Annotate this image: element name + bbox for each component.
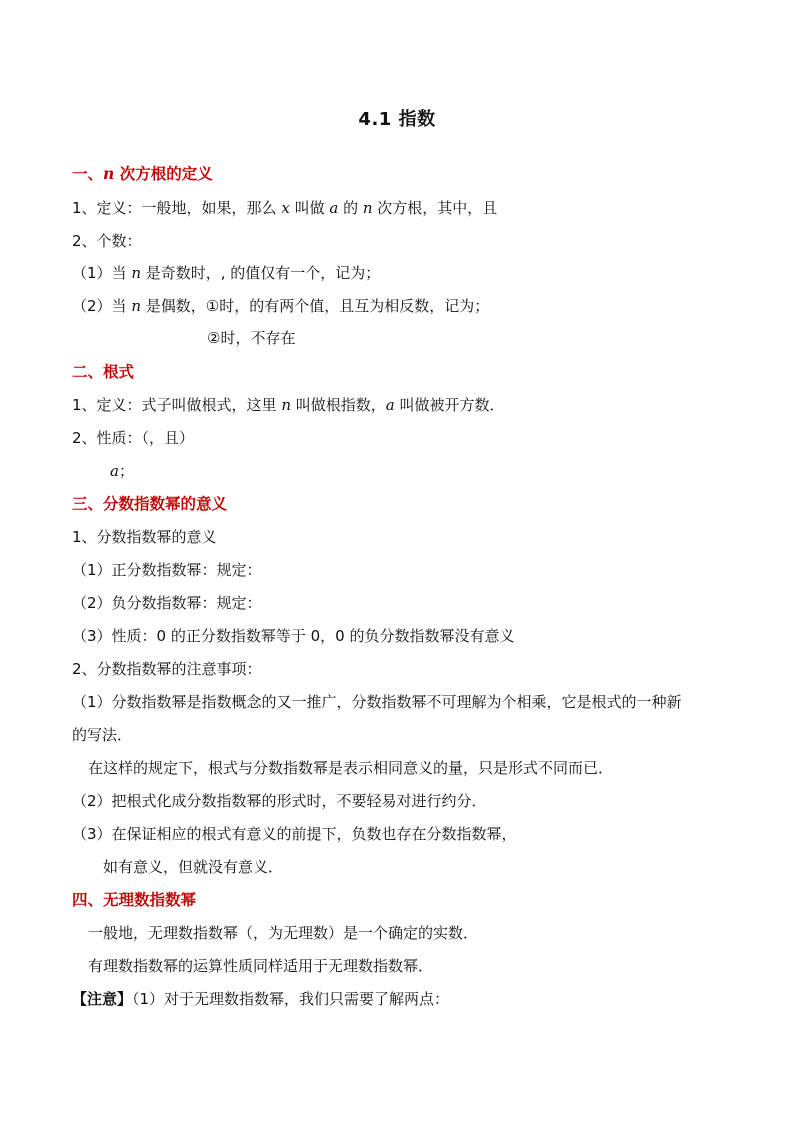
- heading-variable: n: [103, 164, 115, 183]
- heading-suffix: 次方根的定义: [114, 165, 213, 183]
- radical-property-result: a；: [110, 462, 134, 480]
- definition-line: 1、定义：一般地，如果，那么 x 叫做 a 的 n 次方根，其中，且: [72, 199, 498, 217]
- note-3-line: （3）在保证相应的根式有意义的前提下，负数也存在分数指数幂，: [72, 825, 517, 843]
- heading-prefix: 一、: [72, 165, 104, 183]
- fractional-property-line: （3）性质：0 的正分数指数幂等于 0，0 的负分数指数幂没有意义: [72, 627, 515, 645]
- radical-property-line: 2、性质：（，且）: [72, 429, 195, 447]
- notes-title-line: 2、分数指数幂的注意事项：: [72, 660, 262, 678]
- section-heading-3: 三、分数指数幂的意义: [72, 495, 228, 513]
- count-line: 2、个数：: [72, 232, 142, 250]
- note-3-example: 如有意义，但就没有意义．: [103, 858, 284, 876]
- note-1-line: （1）分数指数幂是指数概念的又一推广，分数指数幂不可理解为个相乘，它是根式的一种新: [72, 693, 682, 711]
- irrational-definition-line: 一般地，无理数指数幂（，为无理数）是一个确定的实数．: [88, 924, 479, 942]
- positive-fractional-line: （1）正分数指数幂：规定：: [72, 561, 262, 579]
- section-heading-2: 二、根式: [72, 363, 135, 381]
- even-case-subline: ②时，不存在: [207, 329, 296, 347]
- note-1-explanation: 在这样的规定下，根式与分数指数幂是表示相同意义的量，只是形式不同而已．: [88, 759, 614, 777]
- note-2-line: （2）把根式化成分数指数幂的形式时，不要轻易对进行约分．: [72, 792, 487, 810]
- note-1-continued: 的写法．: [72, 726, 133, 744]
- even-case-line: （2）当 n 是偶数，①时，的有两个值，且互为相反数，记为；: [72, 297, 490, 315]
- odd-case-line: （1）当 n 是奇数时，, 的值仅有一个，记为；: [72, 264, 381, 282]
- attention-label: 【注意】: [72, 990, 133, 1008]
- page-title: 4.1 指数: [358, 109, 436, 130]
- radical-definition-line: 1、定义：式子叫做根式，这里 n 叫做根指数，a 叫做被开方数．: [72, 396, 505, 414]
- section-heading-1: [72, 164, 213, 184]
- attention-line: 【注意】（1）对于无理数指数幂，我们只需要了解两点：: [72, 990, 450, 1008]
- negative-fractional-line: （2）负分数指数幂：规定：: [72, 594, 262, 612]
- fractional-meaning-line: 1、分数指数幂的意义: [72, 528, 217, 546]
- irrational-rule-line: 有理数指数幂的运算性质同样适用于无理数指数幂．: [88, 957, 434, 975]
- section-heading-4: 四、无理数指数幂: [72, 891, 197, 909]
